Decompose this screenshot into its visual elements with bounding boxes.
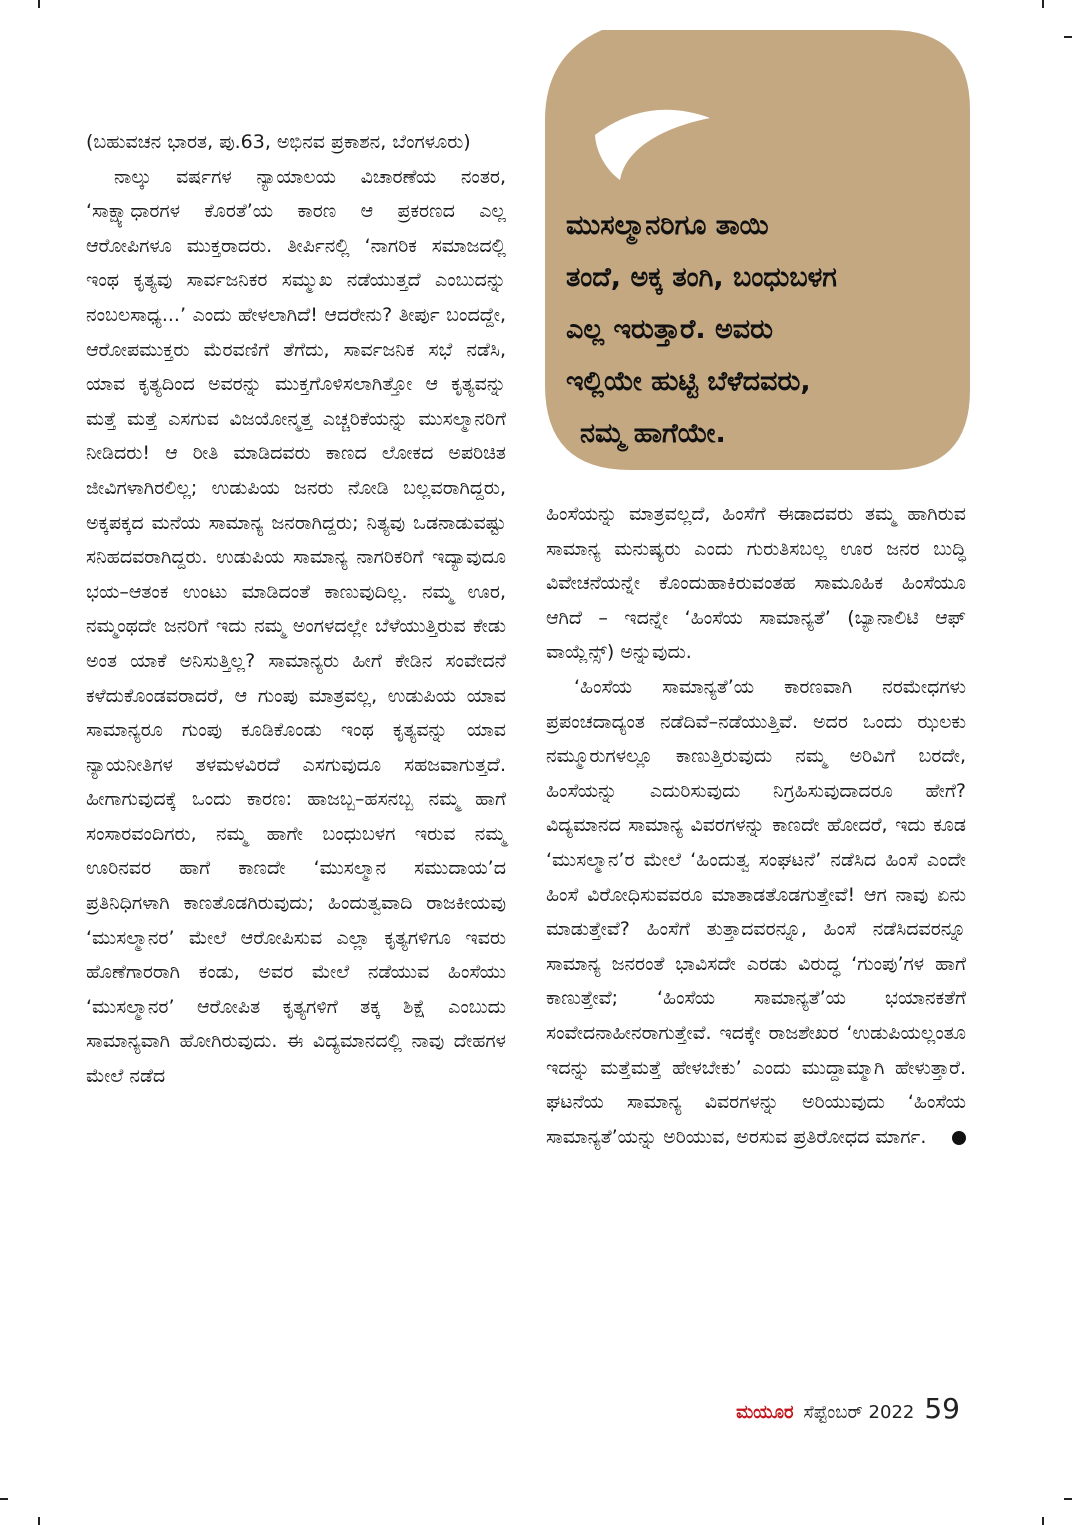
article-left-column <box>86 125 506 1094</box>
pull-quote <box>566 200 946 460</box>
pull-quote-line: ನಮ್ಮ ಹಾಗೆಯೇ. <box>580 418 726 449</box>
body-paragraph <box>546 670 966 1154</box>
crop-mark-top-left <box>38 0 40 8</box>
magazine-name: ಮಯೂರ <box>736 1402 794 1423</box>
pull-quote-line: ಎಲ್ಲ ಇರುತ್ತಾರೆ. ಅವರು <box>566 314 774 345</box>
crop-mark-right-bottom <box>1064 1498 1072 1500</box>
body-paragraph-text: ‘ಹಿಂಸೆಯ ಸಾಮಾನ್ಯತೆ’ಯ ಕಾರಣವಾಗಿ ನರಮೇಧಗಳು ಪ್ರಪಂಚದಾದ್ಯಂತ ನಡೆದಿವೆ–ನಡೆಯುತ್ತಿವೆ. ಅದರ ಒಂದು ಝಲಕು ನಮ್ಮೂರುಗಳಲ್ಲೂ ಕಾಣುತ್ತಿರುವುದು ನಮ್ಮ ಅರಿವಿಗೆ ಬರದೇ, ಹಿಂಸೆಯನ್ನು ಎದುರಿಸುವುದು ನಿಗ್ರಹಿಸುವುದಾದರೂ ಹೇಗೆ? ವಿದ್ಯಮಾನದ ಸಾಮಾನ್ಯ ವಿವರಗಳನ್ನು ಕಾಣದೇ ಹೋದರೆ, ಇದು ಕೂಡ ‘ಮುಸಲ್ಮಾನ’ರ ಮೇಲೆ ‘ಹಿಂದುತ್ವ ಸಂಘಟನೆ’ ನಡೆಸಿದ ಹಿಂಸೆ ಎಂದೇ ಹಿಂಸೆ ವಿರೋಧಿಸುವವರೂ ಮಾತಾಡತೊಡಗುತ್ತೇವೆ! ಆಗ ನಾವು ಏನು ಮಾಡುತ್ತೇವೆ? ಹಿಂಸೆಗೆ ತುತ್ತಾದವರನ್ನೂ, ಹಿಂಸೆ ನಡೆಸಿದವರನ್ನೂ ಸಾಮಾನ್ಯ ಜನರಂತೆ ಭಾವಿಸದೇ ಎರಡು ವಿರುದ್ಧ ‘ಗುಂಪು’ಗಳ ಹಾಗೆ ಕಾಣುತ್ತೇವೆ; ‘ಹಿಂಸೆಯ ಸಾಮಾನ್ಯತೆ’ಯ ಭಯಾನಕತೆಗೆ ಸಂವೇದನಾಹೀನರಾಗುತ್ತೇವೆ. ಇದಕ್ಕೇ ರಾಜಶೇಖರ ‘ಉಡುಪಿಯಲ್ಲಂತೂ ಇದನ್ನು ಮತ್ತೆಮತ್ತೆ ಹೇಳಬೇಕು’ ಎಂದು ಮುದ್ದಾಮ್ಮಾಗಿ ಹೇಳುತ್ತಾರೆ. ಘಟನೆಯ ಸಾಮಾನ್ಯ ವಿವರಗಳನ್ನು ಅರಿಯುವುದು ‘ಹಿಂಸೆಯ ಸಾಮಾನ್ಯತೆ’ಯನ್ನು ಅರಿಯುವ, ಅರಸುವ ಪ್ರತಿರೋಧದ ಮಾರ್ಗ. <box>546 675 966 1148</box>
crop-mark-bottom-left <box>38 1517 40 1525</box>
crop-mark-left-bottom <box>0 1498 8 1500</box>
crop-mark-top-right <box>1042 0 1044 8</box>
page-number: 59 <box>924 1392 960 1425</box>
pull-quote-line: ಮುಸಲ್ಮಾನರಿಗೂ ತಾಯಿ <box>566 210 769 241</box>
page-footer <box>736 1392 960 1425</box>
pull-quote-line: ತಂದೆ, ಅಕ್ಕ ತಂಗಿ, ಬಂಧುಬಳಗ <box>566 262 837 293</box>
crop-mark-right-top <box>1064 36 1072 38</box>
pull-quote-line: ಇಲ್ಲಿಯೇ ಹುಟ್ಟಿ ಬೆಳೆದವರು, <box>566 366 811 397</box>
body-paragraph: ನಾಲ್ಕು ವರ್ಷಗಳ ನ್ಯಾಯಾಲಯ ವಿಚಾರಣೆಯ ನಂತರ, ‘ಸಾಕ್ಷ್ಯಾಧಾರಗಳ ಕೊರತೆ’ಯ ಕಾರಣ ಆ ಪ್ರಕರಣದ ಎಲ್ಲ ಆರೋಪಿಗಳೂ ಮುಕ್ತರಾದರು. ತೀರ್ಪಿನಲ್ಲಿ ‘ನಾಗರಿಕ ಸಮಾಜದಲ್ಲಿ ಇಂಥ ಕೃತ್ಯವು ಸಾರ್ವಜನಿಕರ ಸಮ್ಮುಖ ನಡೆಯುತ್ತದೆ ಎಂಬುದನ್ನು ನಂಬಲಸಾಧ್ಯ...’ ಎಂದು ಹೇಳಲಾಗಿದೆ! ಆದರೇನು? ತೀರ್ಪು ಬಂದದ್ದೇ, ಆರೋಪಮುಕ್ತರು ಮೆರವಣಿಗೆ ತೆಗೆದು, ಸಾರ್ವಜನಿಕ ಸಭೆ ನಡೆಸಿ, ಯಾವ ಕೃತ್ಯದಿಂದ ಅವರನ್ನು ಮುಕ್ತಗೊಳಿಸಲಾಗಿತ್ತೋ ಆ ಕೃತ್ಯವನ್ನು ಮತ್ತೆ ಮತ್ತೆ ಎಸಗುವ ವಿಜಯೋನ್ಮತ್ತ ಎಚ್ಚರಿಕೆಯನ್ನು ಮುಸಲ್ಮಾನರಿಗೆ ನೀಡಿದರು! ಆ ರೀತಿ ಮಾಡಿದವರು ಕಾಣದ ಲೋಕದ ಅಪರಿಚಿತ ಜೀವಿಗಳಾಗಿರಲಿಲ್ಲ; ಉಡುಪಿಯ ಜನರು ನೋಡಿ ಬಲ್ಲವರಾಗಿದ್ದರು, ಅಕ್ಕಪಕ್ಕದ ಮನೆಯ ಸಾಮಾನ್ಯ ಜನರಾಗಿದ್ದರು; ನಿತ್ಯವು ಒಡನಾಡುವಷ್ಟು ಸನಿಹದವರಾಗಿದ್ದರು. ಉಡುಪಿಯ ಸಾಮಾನ್ಯ ನಾಗರಿಕರಿಗೆ ಇದ್ಯಾವುದೂ ಭಯ–ಆತಂಕ ಉಂಟು ಮಾಡಿದಂತೆ ಕಾಣುವುದಿಲ್ಲ. ನಮ್ಮ ಊರ, ನಮ್ಮಂಥದೇ ಜನರಿಗೆ ಇದು ನಮ್ಮ ಅಂಗಳದಲ್ಲೇ ಬೆಳೆಯುತ್ತಿರುವ ಕೇಡು ಅಂತ ಯಾಕೆ ಅನಿಸುತ್ತಿಲ್ಲ? ಸಾಮಾನ್ಯರು ಹೀಗೆ ಕೇಡಿನ ಸಂವೇದನೆ ಕಳೆದುಕೊಂಡವರಾದರೆ, ಆ ಗುಂಪು ಮಾತ್ರವಲ್ಲ, ಉಡುಪಿಯ ಯಾವ ಸಾಮಾನ್ಯರೂ ಗುಂಪು ಕೂಡಿಕೊಂಡು ಇಂಥ ಕೃತ್ಯವನ್ನು ಯಾವ ನ್ಯಾಯನೀತಿಗಳ ತಳಮಳವಿರದೆ ಎಸಗುವುದೂ ಸಹಜವಾಗುತ್ತದೆ. ಹೀಗಾಗುವುದಕ್ಕೆ ಒಂದು ಕಾರಣ: ಹಾಜಬ್ಬ–ಹಸನಬ್ಬ ನಮ್ಮ ಹಾಗೆ ಸಂಸಾರವಂದಿಗರು, ನಮ್ಮ ಹಾಗೇ ಬಂಧುಬಳಗ ಇರುವ ನಮ್ಮ ಊರಿನವರ ಹಾಗೆ ಕಾಣದೇ ‘ಮುಸಲ್ಮಾನ ಸಮುದಾಯ’ದ ಪ್ರತಿನಿಧಿಗಳಾಗಿ ಕಾಣತೊಡಗಿರುವುದು; ಹಿಂದುತ್ವವಾದಿ ರಾಜಕೀಯವು ‘ಮುಸಲ್ಮಾನರ’ ಮೇಲೆ ಆರೋಪಿಸುವ ಎಲ್ಲಾ ಕೃತ್ಯಗಳಿಗೂ ಇವರು ಹೊಣೆಗಾರರಾಗಿ ಕಂಡು, ಅವರ ಮೇಲೆ ನಡೆಯುವ ಹಿಂಸೆಯು ‘ಮುಸಲ್ಮಾನರ’ ಆರೋಪಿತ ಕೃತ್ಯಗಳಿಗೆ ತಕ್ಕ ಶಿಕ್ಷೆ ಎಂಬುದು ಸಾಮಾನ್ಯವಾಗಿ ಹೋಗಿರುವುದು. ಈ ವಿದ್ಯಮಾನದಲ್ಲಿ ನಾವು ದೇಹಗಳ ಮೇಲೆ ನಡೆದ <box>86 165 506 1088</box>
article-right-column <box>546 497 966 1154</box>
issue-date: ಸೆಪ್ಟೆಂಬರ್ 2022 <box>803 1402 915 1423</box>
end-of-article-bullet-icon <box>952 1131 966 1145</box>
body-paragraph: ಹಿಂಸೆಯನ್ನು ಮಾತ್ರವಲ್ಲದೆ, ಹಿಂಸೆಗೆ ಈಡಾದವರು ತಮ್ಮ ಹಾಗಿರುವ ಸಾಮಾನ್ಯ ಮನುಷ್ಯರು ಎಂದು ಗುರುತಿಸಬಲ್ಲ ಊರ ಜನರ ಬುದ್ಧಿ ವಿವೇಚನೆಯನ್ನೇ ಕೊಂದುಹಾಕಿರುವಂತಹ ಸಾಮೂಹಿಕ ಹಿಂಸೆಯೂ ಆಗಿದೆ – ಇದನ್ನೇ ‘ಹಿಂಸೆಯ ಸಾಮಾನ್ಯತೆ’ (ಬ್ಯಾನಾಲಿಟಿ ಆಫ್ ವಾಯ್ಲೆನ್ಸ್) ಅನ್ನುವುದು. <box>546 503 966 664</box>
crop-mark-bottom-right <box>1042 1517 1044 1525</box>
citation-paragraph: (ಬಹುವಚನ ಭಾರತ, ಪು.63, ಅಭಿನವ ಪ್ರಕಾಶನ, ಬೆಂಗಳೂರು) <box>86 131 471 153</box>
